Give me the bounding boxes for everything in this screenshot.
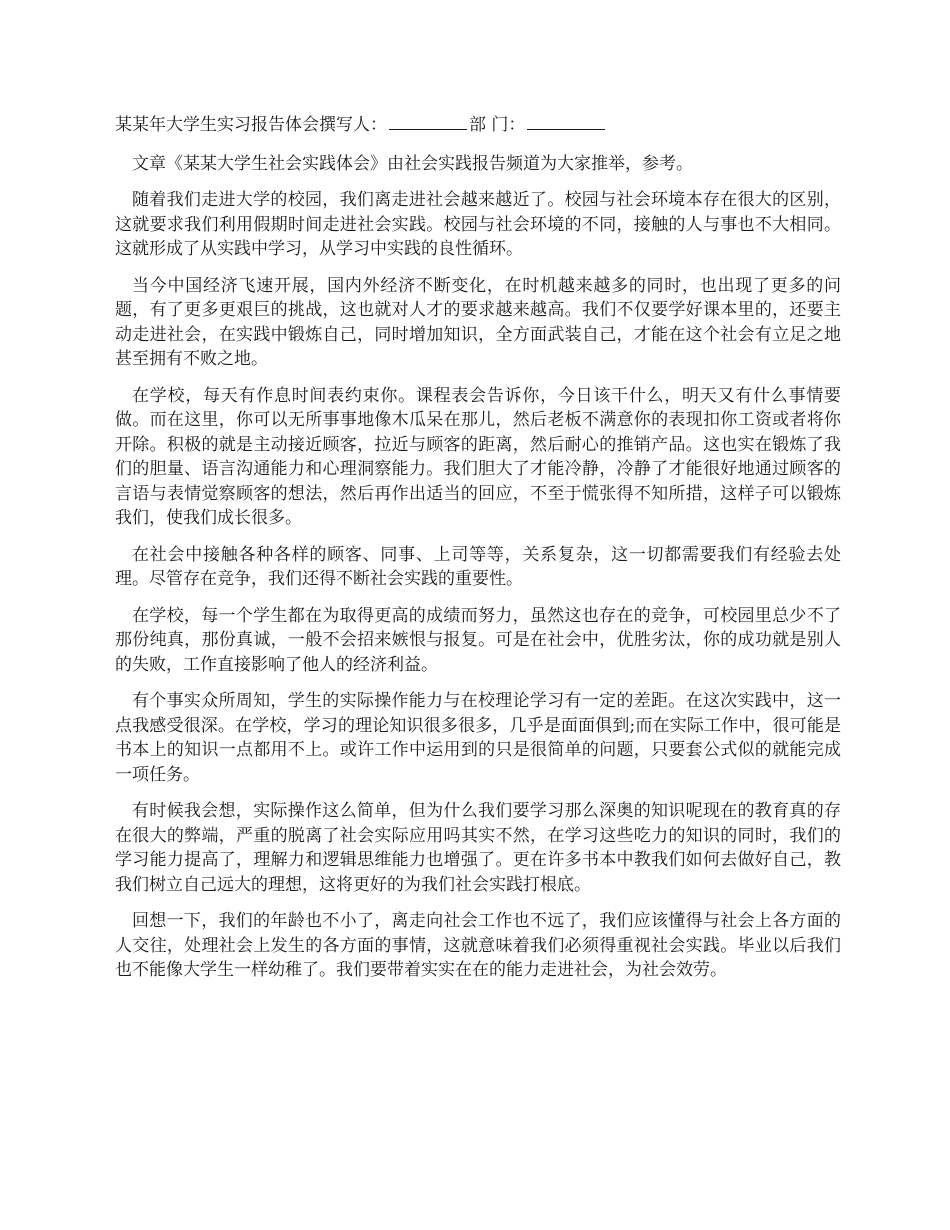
paragraph: 当今中国经济飞速开展，国内外经济不断变化，在时机越来越多的同时，也出现了更多的问题，有了更多更艰巨的挑战，这也就对人才的要求越来越高。我们不仅要学好课本里的，还要主动走进社会，在实践中锻炼自己，同时增加知识，全方面武装自己，才能在这个社会有立足之地甚至拥有不败之地。 [115, 275, 841, 369]
dept-label: 部 门： [469, 115, 526, 135]
paragraph: 随着我们走进大学的校园，我们离走进社会越来越近了。校园与社会环境本存在很大的区别，这就要求我们利用假期时间走进社会实践。校园与社会环境的不同，接触的人与事也不大相同。这就形成了从实践中学习，从学习中实践的良性循环。 [115, 190, 841, 259]
paragraph: 在社会中接触各种各样的顾客、同事、上司等等，关系复杂，这一切都需要我们有经验去处理。尽管存在竞争，我们还得不断社会实践的重要性。 [115, 544, 841, 589]
document-header [115, 112, 841, 138]
header-title: 某某年大学生实习报告体会撰写人： [115, 115, 387, 135]
paragraph: 在学校，每天有作息时间表约束你。课程表会告诉你，今日该干什么，明天又有什么事情要做。而在这里，你可以无所事事地像木瓜呆在那儿，然后老板不满意你的表现扣你工资或者将你开除。积极的就是主动接近顾客，拉近与顾客的距离，然后耐心的推销产品。这也实在锻炼了我们的胆量、语言沟通能力和心理洞察能力。我们胆大了才能冷静，冷静了才能很好地通过顾客的言语与表情觉察顾客的想法，然后再作出适当的回应，不至于慌张得不知所措，这样子可以锻炼我们，使我们成长很多。 [115, 385, 841, 528]
paragraph: 有时候我会想，实际操作这么简单，但为什么我们要学习那么深奥的知识呢现在的教育真的存在很大的弊端，严重的脱离了社会实际应用吗其实不然，在学习这些吃力的知识的同时，我们的学习能力提高了，理解力和逻辑思维能力也增强了。更在许多书本中教我们如何去做好自己，教我们树立自己远大的理想，这将更好的为我们社会实践打根底。 [115, 801, 841, 895]
document-page [115, 112, 841, 995]
paragraph-closing: 回想一下，我们的年龄也不小了，离走向社会工作也不远了，我们应该懂得与社会上各方面的人交往，处理社会上发生的各方面的事情，这就意味着我们必须得重视社会实践。毕业以后我们也不能像大学生一样幼稚了。我们要带着实实在在的能力走进社会，为社会效劳。 [115, 911, 841, 980]
author-blank [389, 112, 467, 130]
paragraph-intro: 文章《某某大学生社会实践体会》由社会实践报告频道为大家推举，参考。 [132, 153, 693, 174]
paragraph: 有个事实众所周知，学生的实际操作能力与在校理论学习有一定的差距。在这次实践中，这一点我感受很深。在学校，学习的理论知识很多很多，几乎是面面俱到;而在实际工作中，很可能是书本上的知识一点都用不上。或许工作中运用到的只是很简单的问题，只要套公式似的就能完成一项任务。 [115, 691, 841, 785]
paragraph: 在学校，每一个学生都在为取得更高的成绩而努力，虽然这也存在的竞争，可校园里总少不了那份纯真，那份真诚，一般不会招来嫉恨与报复。可是在社会中，优胜劣汰，你的成功就是别人的失败，工作直接影响了他人的经济利益。 [115, 605, 841, 675]
dept-blank [527, 112, 605, 130]
